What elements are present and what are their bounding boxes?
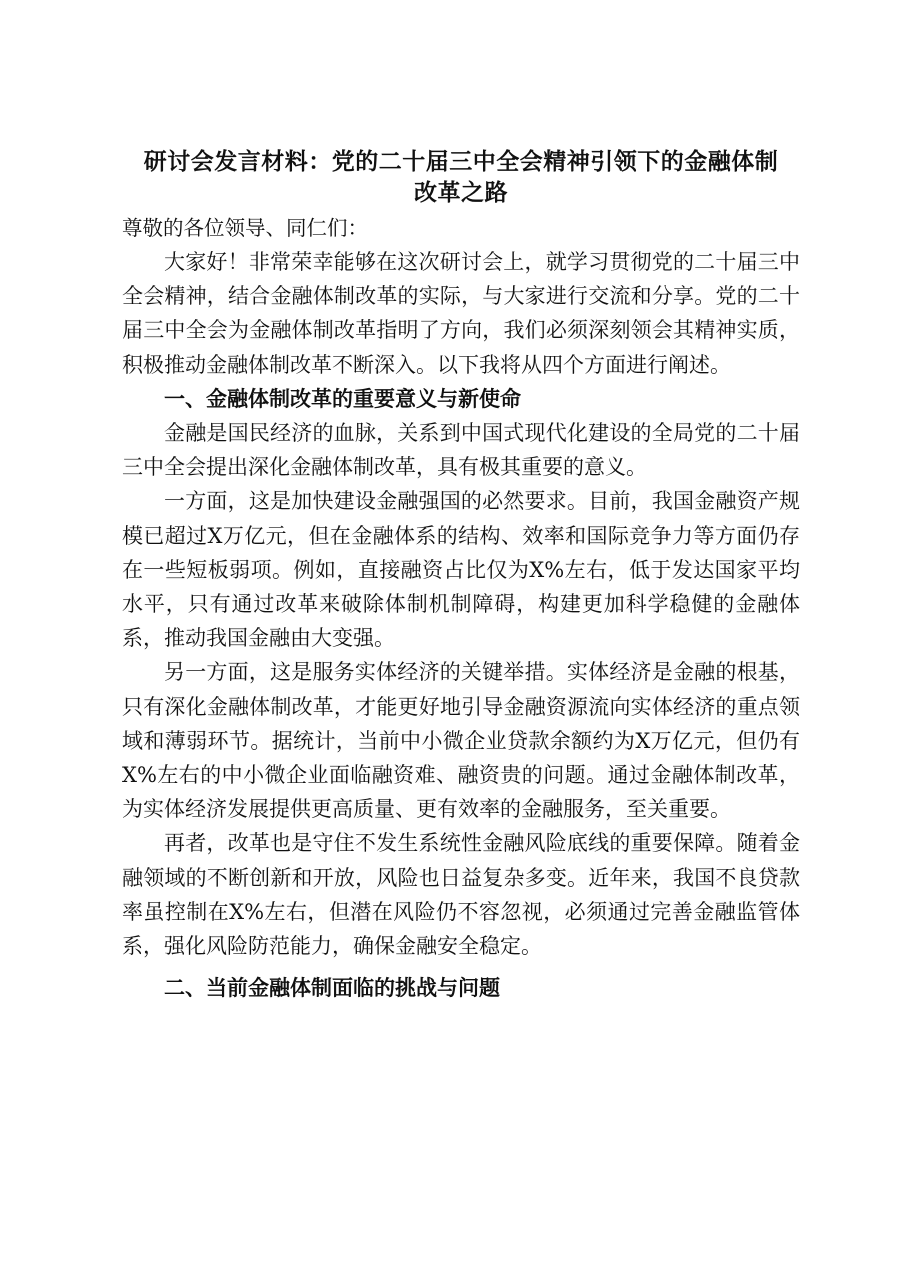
section-heading-1: 一、金融体制改革的重要意义与新使命 [164, 386, 521, 411]
paragraph-financial-power: 一方面，这是加快建设金融强国的必然要求。目前，我国金融资产规模已超过X万亿元，但在金融体系的结构、效率和国际竞争力等方面仍存在一些短板弱项。例如，直接融资占比仅为X%左右，低于发达国家平均水平，只有通过改革来破除体制机制障碍，构建更加科学稳健的金融体系，推动我国金融由大变强。 [122, 489, 800, 651]
document-title [122, 146, 800, 208]
paragraph-intro: 大家好！非常荣幸能够在这次研讨会上，就学习贯彻党的二十届三中全会精神，结合金融体制改革的实际，与大家进行交流和分享。党的二十届三中全会为金融体制改革指明了方向，我们必须深刻领会其精神实质，积极推动金融体制改革不断深入。以下我将从四个方面进行阐述。 [122, 250, 800, 377]
paragraph-systemic-risk: 再者，改革也是守住不发生系统性金融风险底线的重要保障。随着金融领域的不断创新和开放，风险也日益复杂多变。近年来，我国不良贷款率虽控制在X%左右，但潜在风险仍不容忽视，必须通过完善金融监管体系，强化风险防范能力，确保金融安全稳定。 [122, 831, 800, 959]
salutation: 尊敬的各位领导、同仁们： [122, 216, 368, 240]
paragraph-finance-lifeblood: 金融是国民经济的血脉，关系到中国式现代化建设的全局党的二十届三中全会提出深化金融体制改革，具有极其重要的意义。 [122, 421, 800, 480]
paragraph-real-economy: 另一方面，这是服务实体经济的关键举措。实体经济是金融的根基，只有深化金融体制改革，才能更好地引导金融资源流向实体经济的重点领域和薄弱环节。据统计，当前中小微企业贷款余额约为X万亿元，但仍有X%左右的中小微企业面临融资难、融资贵的问题。通过金融体制改革，为实体经济发展提供更高质量、更有效率的金融服务，至关重要。 [122, 660, 800, 822]
section-heading-2: 二、当前金融体制面临的挑战与问题 [164, 976, 500, 1001]
document-body [122, 146, 800, 1005]
document-title-line-1: 研讨会发言材料：党的二十届三中全会精神引领下的金融体制 [143, 148, 779, 175]
document-title-line-2: 改革之路 [414, 179, 508, 206]
